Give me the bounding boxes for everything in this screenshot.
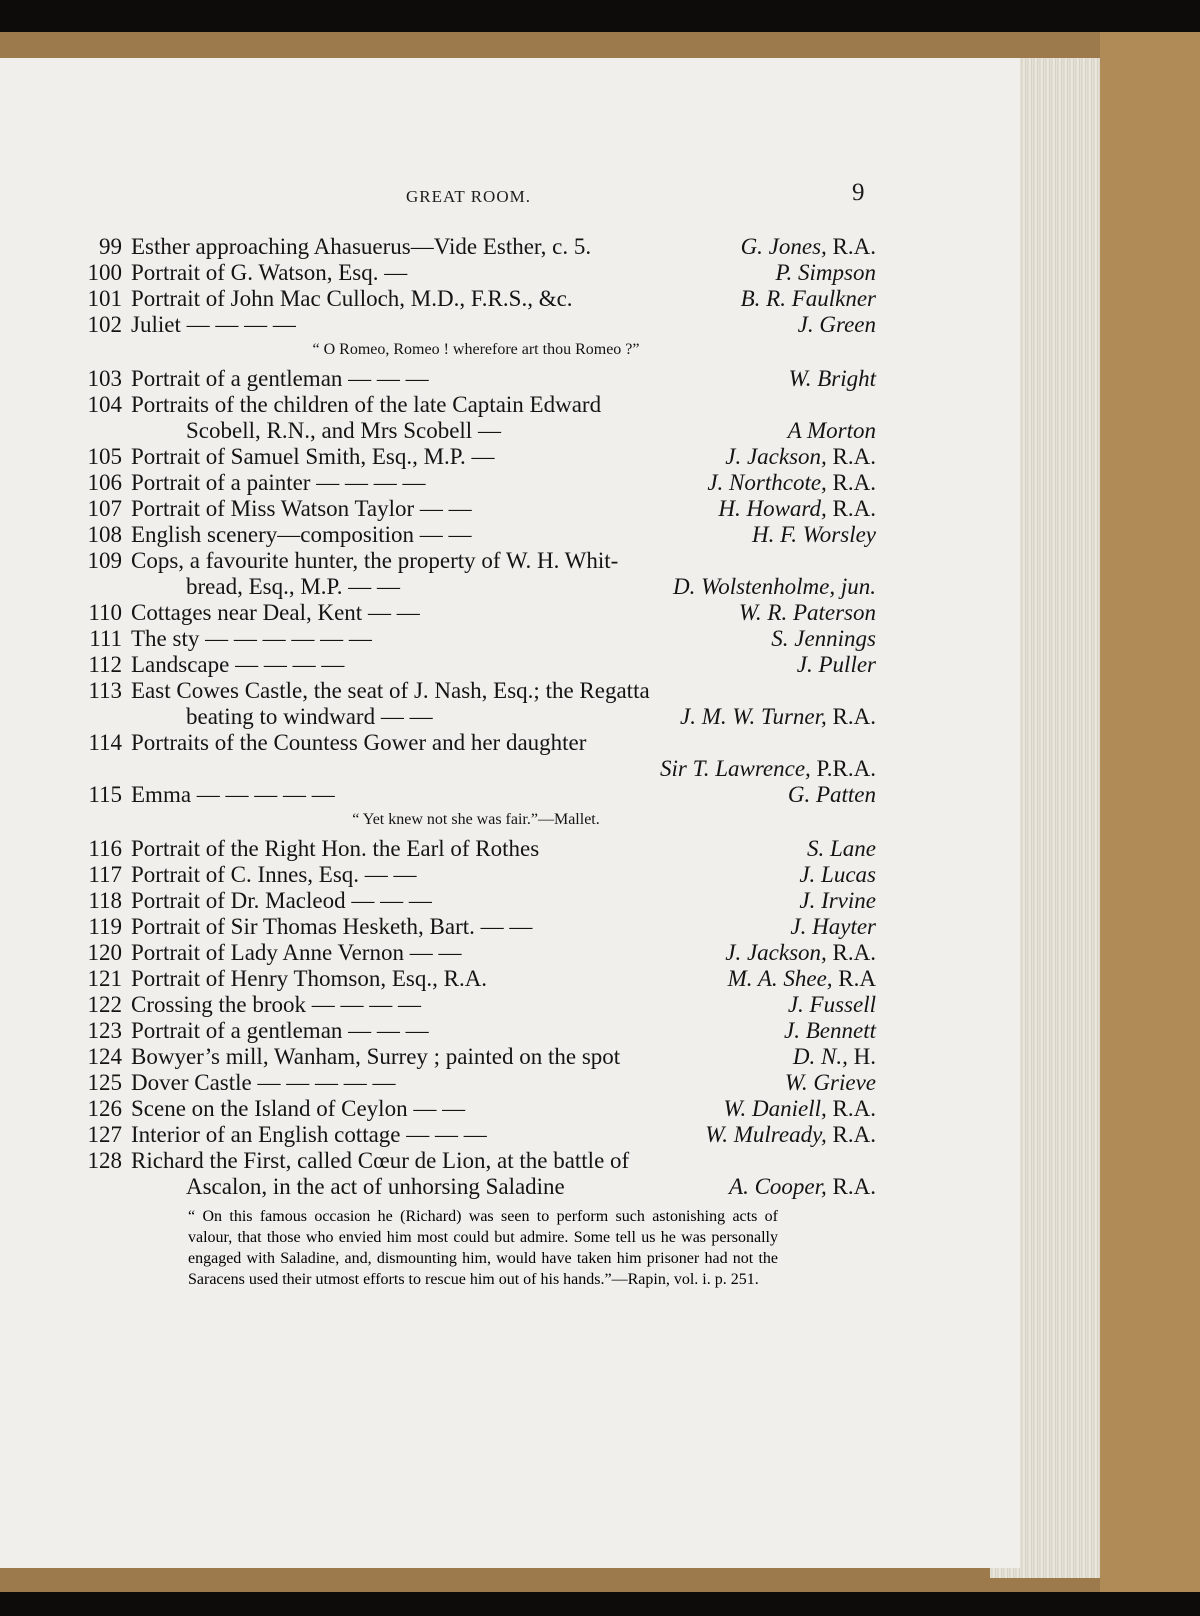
- artist-suffix: P.R.A.: [810, 756, 876, 781]
- artist-name: H. Howard,: [718, 496, 827, 521]
- artist-suffix: R.A.: [826, 704, 876, 729]
- entry-number: 119: [88, 914, 122, 939]
- entry-line: [76, 418, 876, 444]
- entry-title: Landscape — — — —: [131, 652, 345, 677]
- epigraph-quote: “ Yet knew not she was fair.”—Mallet.: [352, 811, 600, 828]
- entry-title: Portrait of Henry Thomson, Esq., R.A.: [131, 966, 488, 991]
- entry-artist: [799, 888, 876, 914]
- entry-title: Cops, a favourite hunter, the property of W. H. Whit-: [131, 548, 619, 573]
- artist-name: W. R. Paterson: [738, 600, 876, 625]
- entry-artist: [788, 418, 876, 444]
- artist-name: H. F. Worsley: [752, 522, 876, 547]
- catalogue-list: [76, 234, 876, 1200]
- catalogue-entry: [76, 652, 876, 678]
- entry-title: Scene on the Island of Ceylon — —: [131, 1096, 466, 1121]
- entry-line: [76, 1174, 876, 1200]
- entry-artist: [797, 652, 876, 678]
- catalogue-entry: [76, 730, 876, 782]
- entry-number: 121: [87, 966, 122, 991]
- entry-number: 109: [87, 548, 122, 573]
- catalogue-entry: [76, 1044, 876, 1070]
- entry-line: [76, 600, 876, 626]
- entry-number: 110: [88, 600, 122, 625]
- entry-artist: [790, 914, 876, 940]
- entry-number: 104: [87, 392, 122, 417]
- entry-title: Portrait of Lady Anne Vernon — —: [131, 940, 462, 965]
- entry-title: Portraits of the Countess Gower and her daughter: [131, 730, 587, 755]
- catalogue-entry: [76, 496, 876, 522]
- artist-suffix: R.A.: [826, 940, 876, 965]
- entry-title: Portrait of the Right Hon. the Earl of Rothes: [131, 836, 540, 861]
- entry-title: Interior of an English cottage — — —: [131, 1122, 487, 1147]
- artist-name: A. Cooper,: [729, 1174, 827, 1199]
- artist-name: J. Fussell: [787, 992, 876, 1017]
- entry-line: [76, 286, 876, 312]
- catalogue-entry: [76, 548, 876, 600]
- artist-name: G. Jones,: [740, 234, 827, 259]
- entry-title: Richard the First, called Cœur de Lion, at the battle of: [131, 1148, 630, 1173]
- artist-name: J. Northcote,: [707, 470, 827, 495]
- catalogue-entry: [76, 914, 876, 940]
- catalogue-entry: [76, 366, 876, 392]
- entry-line: [76, 366, 876, 392]
- artist-suffix: R.A.: [826, 496, 876, 521]
- artist-name: J. Irvine: [799, 888, 876, 913]
- entry-number: 106: [87, 470, 122, 495]
- artist-name: B. R. Faulkner: [740, 286, 876, 311]
- entry-artist: [807, 836, 876, 862]
- entry-number: 122: [87, 992, 122, 1017]
- entry-line: [76, 678, 876, 704]
- entry-artist: [741, 286, 876, 312]
- entry-line: [76, 888, 876, 914]
- artist-name: P. Simpson: [775, 260, 876, 285]
- entry-line: [76, 992, 876, 1018]
- catalogue-entry: [76, 836, 876, 862]
- running-head: GREAT ROOM.: [406, 187, 531, 206]
- entry-title: Portrait of a gentleman — — —: [131, 1018, 429, 1043]
- entry-number: 116: [88, 836, 122, 861]
- entry-title: Esther approaching Ahasuerus—Vide Esther, c. 5.: [131, 234, 592, 259]
- entry-number: 102: [87, 312, 122, 337]
- catalogue-entry: [76, 312, 876, 338]
- catalogue-entry: [76, 444, 876, 470]
- entry-artist: [785, 1070, 876, 1096]
- entry-title: Crossing the brook — — — —: [131, 992, 422, 1017]
- catalogue-entry: [76, 888, 876, 914]
- artist-name: D. Wolstenholme, jun.: [673, 574, 876, 599]
- entry-title: Bowyer’s mill, Wanham, Surrey ; painted on the spot: [131, 1044, 621, 1069]
- entry-title: Portrait of C. Innes, Esq. — —: [131, 862, 417, 887]
- entry-line: [76, 1018, 876, 1044]
- entry-number: 118: [88, 888, 122, 913]
- entry-title: Portrait of Miss Watson Taylor — —: [131, 496, 472, 521]
- entry-title: Dover Castle — — — — —: [131, 1070, 396, 1095]
- artist-name: W. Mulready,: [705, 1122, 827, 1147]
- entry-number: 111: [89, 626, 122, 651]
- entry-title: Scobell, R.N., and Mrs Scobell —: [186, 418, 501, 443]
- entry-line: [76, 392, 876, 418]
- catalogue-entry: [76, 392, 876, 444]
- entry-title: Portrait of Dr. Macleod — — —: [131, 888, 432, 913]
- entry-line: [76, 782, 876, 808]
- entry-line: [76, 626, 876, 652]
- entry-title: Cottages near Deal, Kent — —: [131, 600, 420, 625]
- catalogue-entry: [76, 626, 876, 652]
- entry-title: beating to windward — —: [186, 704, 433, 729]
- entry-number: 108: [87, 522, 122, 547]
- entry-number: 124: [87, 1044, 122, 1069]
- entry-artist: [798, 312, 876, 338]
- artist-name: J. Lucas: [799, 862, 876, 887]
- artist-name: J. Bennett: [784, 1018, 876, 1043]
- catalogue-entry: [76, 1070, 876, 1096]
- entry-artist: [799, 862, 876, 888]
- entry-line: [76, 652, 876, 678]
- entry-line: [76, 548, 876, 574]
- entry-artist: [718, 496, 876, 522]
- catalogue-entry: [76, 966, 876, 992]
- artist-name: W. Bright: [788, 366, 876, 391]
- artist-name: A Morton: [787, 418, 876, 443]
- catalogue-entry: [76, 1122, 876, 1148]
- artist-name: D. N.,: [792, 1044, 848, 1069]
- entry-artist: [707, 470, 876, 496]
- entry-title: Portrait of John Mac Culloch, M.D., F.R.S., &c.: [131, 286, 573, 311]
- entry-number: 128: [87, 1148, 122, 1173]
- entry-number: 103: [87, 366, 122, 391]
- entry-number: 99: [99, 234, 122, 259]
- entry-title: Ascalon, in the act of unhorsing Saladine: [186, 1174, 565, 1199]
- artist-name: J. Jackson,: [725, 444, 827, 469]
- entry-number: 123: [87, 1018, 122, 1043]
- entry-artist: [705, 1122, 876, 1148]
- catalogue-entry: [76, 1096, 876, 1122]
- entry-title: The sty — — — — — —: [131, 626, 372, 651]
- catalogue-entry: [76, 522, 876, 548]
- entry-artist: [660, 756, 876, 782]
- entry-number: 113: [88, 678, 122, 703]
- artist-suffix: R.A.: [826, 1122, 876, 1147]
- entry-number: 105: [87, 444, 122, 469]
- artist-name: J. Green: [797, 312, 876, 337]
- entry-title: Juliet — — — —: [131, 312, 296, 337]
- entry-line: [76, 1044, 876, 1070]
- entry-line: [76, 966, 876, 992]
- entry-title: Portrait of Samuel Smith, Esq., M.P. —: [131, 444, 495, 469]
- entry-artist: [725, 444, 876, 470]
- entry-line: [76, 444, 876, 470]
- entry-line: [76, 914, 876, 940]
- artist-name: S. Jennings: [771, 626, 876, 651]
- entry-artist: [739, 600, 876, 626]
- catalogue-entry: [76, 234, 876, 260]
- entry-artist: [771, 626, 876, 652]
- catalogue-entry: [76, 782, 876, 808]
- artist-suffix: R.A: [832, 966, 876, 991]
- entry-artist: [775, 260, 876, 286]
- artist-name: J. Jackson,: [725, 940, 827, 965]
- entry-number: 100: [87, 260, 122, 285]
- catalogue-entry: [76, 260, 876, 286]
- catalogue-entry: [76, 470, 876, 496]
- artist-name: S. Lane: [807, 836, 876, 861]
- entry-artist: [729, 1174, 876, 1200]
- artist-suffix: R.A.: [826, 444, 876, 469]
- entry-number: 114: [88, 730, 122, 755]
- entry-number: 101: [87, 286, 122, 311]
- entry-title: Portrait of G. Watson, Esq. —: [131, 260, 408, 285]
- entry-line: [76, 522, 876, 548]
- catalogue-entry: [76, 678, 876, 730]
- artist-suffix: H.: [847, 1044, 876, 1069]
- entry-line: [76, 862, 876, 888]
- entry-line: [76, 1122, 876, 1148]
- entry-number: 112: [88, 652, 122, 677]
- entry-artist: [680, 704, 876, 730]
- entry-line: [76, 836, 876, 862]
- artist-name: W. Daniell,: [723, 1096, 827, 1121]
- entry-title: Portraits of the children of the late Captain Edward: [131, 392, 602, 417]
- artist-name: W. Grieve: [784, 1070, 876, 1095]
- entry-title: Portrait of a painter — — — —: [131, 470, 426, 495]
- entry-number: 127: [87, 1122, 122, 1147]
- entry-line: [76, 704, 876, 730]
- catalogue-entry: [76, 992, 876, 1018]
- catalogue-entry: [76, 1018, 876, 1044]
- catalogue-entry: [76, 940, 876, 966]
- artist-suffix: R.A.: [826, 234, 876, 259]
- footnote: “ On this famous occasion he (Richard) was seen to perform such astonishing acts of valour, that those who envied him most could but admire. Some tell us he was personally engaged with Saladine, and, dismounting him, would have taken him prisoner had not the Saracens used their utmost efforts to rescue him out of his hands.”—Rapin, vol. i. p. 251.: [188, 1208, 778, 1288]
- artist-suffix: R.A.: [826, 1174, 876, 1199]
- epigraph-quote: “ O Romeo, Romeo ! wherefore art thou Romeo ?”: [312, 341, 640, 358]
- entry-number: 120: [87, 940, 122, 965]
- entry-number: 107: [87, 496, 122, 521]
- entry-title: Portrait of Sir Thomas Hesketh, Bart. — —: [131, 914, 533, 939]
- entry-artist: [784, 1018, 876, 1044]
- artist-name: J. M. W. Turner,: [680, 704, 827, 729]
- entry-artist: [789, 366, 876, 392]
- entry-line: [76, 756, 876, 782]
- entry-artist: [728, 966, 876, 992]
- artist-name: M. A. Shee,: [727, 966, 833, 991]
- entry-title: Portrait of a gentleman — — —: [131, 366, 429, 391]
- entry-title: English scenery—composition — —: [131, 522, 472, 547]
- page-number: 9: [852, 179, 865, 206]
- entry-line: [76, 1070, 876, 1096]
- artist-name: G. Patten: [787, 782, 876, 807]
- artist-name: J. Hayter: [790, 914, 876, 939]
- entry-line: [76, 1096, 876, 1122]
- entry-number: 125: [87, 1070, 122, 1095]
- catalogue-entry: [76, 1148, 876, 1200]
- entry-number: 115: [88, 782, 122, 807]
- artist-name: Sir T. Lawrence,: [660, 756, 811, 781]
- entry-line: [76, 940, 876, 966]
- entry-line: [76, 1148, 876, 1174]
- catalogue-entry: [76, 600, 876, 626]
- entry-line: [76, 234, 876, 260]
- entry-artist: [673, 574, 876, 600]
- entry-title: East Cowes Castle, the seat of J. Nash, Esq.; the Regatta: [131, 678, 650, 703]
- entry-line: [76, 312, 876, 338]
- artist-name: J. Puller: [796, 652, 876, 677]
- page-header: [0, 179, 1020, 217]
- entry-artist: [793, 1044, 876, 1070]
- entry-line: [76, 730, 876, 756]
- entry-title: Emma — — — — —: [131, 782, 335, 807]
- catalogue-entry: [76, 862, 876, 888]
- artist-suffix: R.A.: [826, 470, 876, 495]
- entry-line: [76, 470, 876, 496]
- entry-line: [76, 496, 876, 522]
- entry-artist: [788, 782, 876, 808]
- entry-number: 126: [87, 1096, 122, 1121]
- entry-line: [76, 260, 876, 286]
- entry-artist: [724, 1096, 877, 1122]
- entry-number: 117: [88, 862, 122, 887]
- entry-artist: [725, 940, 876, 966]
- entry-artist: [788, 992, 876, 1018]
- entry-line: [76, 574, 876, 600]
- entry-artist: [752, 522, 876, 548]
- entry-title: bread, Esq., M.P. — —: [186, 574, 401, 599]
- artist-suffix: R.A.: [826, 1096, 876, 1121]
- catalogue-entry: [76, 286, 876, 312]
- entry-artist: [741, 234, 876, 260]
